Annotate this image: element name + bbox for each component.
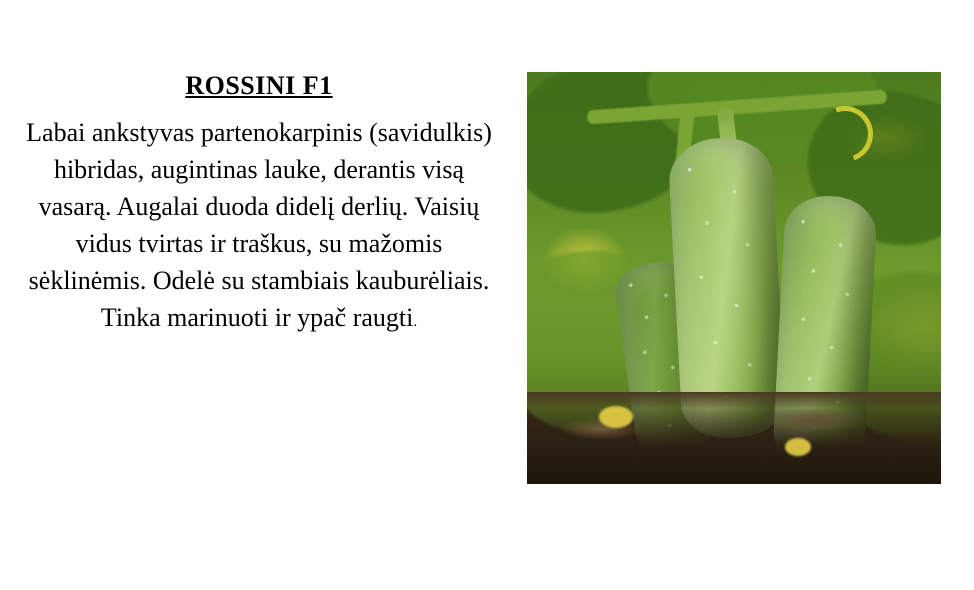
cucumber-photo xyxy=(527,72,941,484)
text-block xyxy=(14,70,504,337)
description-text: Labai ankstyvas partenokarpinis (savidulkis) hibridas, augintinas lauke, derantis visą vasarą. Augalai duoda didelį derlių. Vaisių vidus tvirtas ir traškus, su mažomis sėklinėmis. Odelė su stambiais kauburėliais. Tinka marinuoti ir ypač raugti xyxy=(26,118,492,332)
page-title: ROSSINI F1 xyxy=(185,71,333,100)
flower-icon xyxy=(599,406,633,428)
photo-background xyxy=(527,72,941,484)
flower-icon xyxy=(785,438,811,456)
soil-ground xyxy=(527,392,941,484)
description-paragraph xyxy=(14,115,504,336)
description-trailing-period: . xyxy=(413,313,418,330)
